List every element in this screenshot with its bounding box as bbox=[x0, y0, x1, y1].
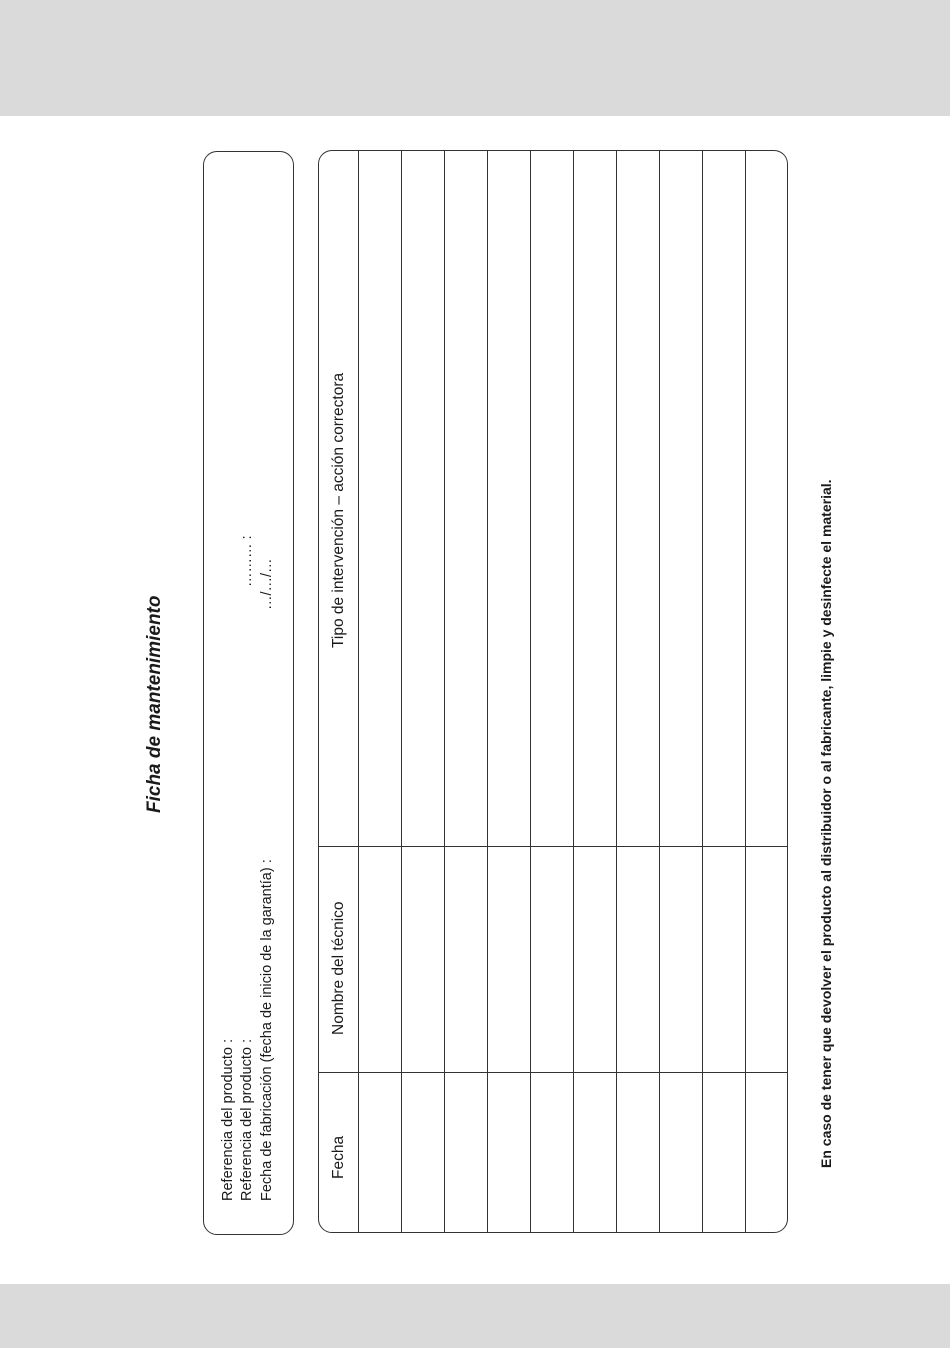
row-divider bbox=[659, 151, 660, 1232]
row-divider bbox=[487, 151, 488, 1232]
column-divider-tecnico bbox=[319, 846, 787, 847]
column-header-intervencion: Tipo de intervención – acción correctora bbox=[330, 372, 347, 648]
row-divider bbox=[401, 151, 402, 1232]
manufacture-date-value-placeholder: …/…/… bbox=[259, 558, 275, 610]
product-reference-value-placeholder: ……… : bbox=[239, 535, 255, 587]
page-title: Ficha de mantenimiento bbox=[144, 595, 165, 813]
product-reference-label-1: Referencia del producto : bbox=[220, 1038, 236, 1201]
manufacture-date-label: Fecha de fabricación (fecha de inicio de la garantía) : bbox=[259, 859, 275, 1201]
row-divider bbox=[530, 151, 531, 1232]
column-divider-fecha bbox=[319, 1072, 787, 1073]
row-divider bbox=[573, 151, 574, 1232]
maintenance-table bbox=[318, 150, 788, 1233]
product-reference-label-2: Referencia del producto : bbox=[239, 1038, 255, 1201]
return-disinfection-note: En caso de tener que devolver el producto al distribuidor o al fabricante, limpie y desinfecte el material. bbox=[818, 479, 834, 1168]
column-header-fecha: Fecha bbox=[330, 1135, 347, 1179]
top-gray-band bbox=[0, 0, 950, 116]
row-divider bbox=[616, 151, 617, 1232]
header-row-divider bbox=[358, 151, 359, 1232]
row-divider bbox=[702, 151, 703, 1232]
row-divider bbox=[444, 151, 445, 1232]
bottom-gray-band bbox=[0, 1284, 950, 1348]
row-divider bbox=[745, 151, 746, 1232]
column-header-tecnico: Nombre del técnico bbox=[330, 901, 347, 1035]
